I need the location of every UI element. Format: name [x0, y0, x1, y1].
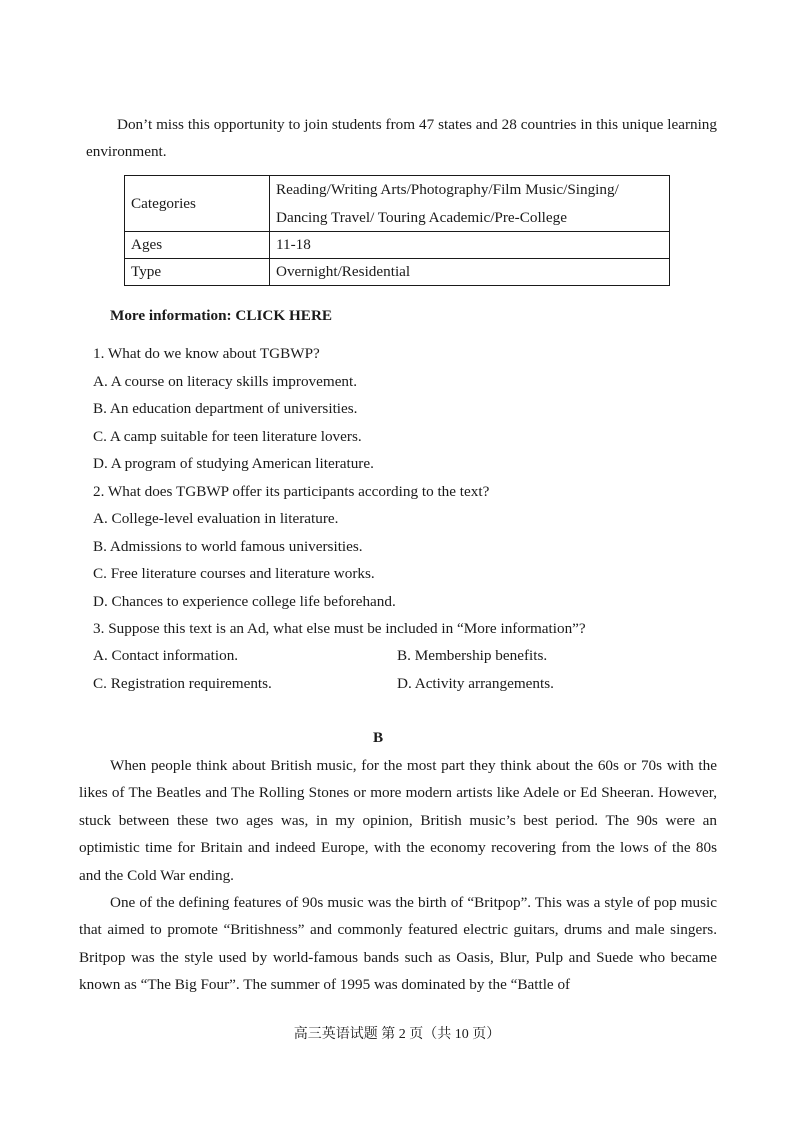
question-3-option-c: C. Registration requirements. [93, 675, 272, 692]
categories-line-1: Reading/Writing Arts/Photography/Film Music/Singing/ [276, 181, 619, 198]
section-b-heading: B [373, 729, 384, 746]
question-2-option-b: B. Admissions to world famous universities. [93, 538, 363, 555]
categories-line-2: Dancing Travel/ Touring Academic/Pre-College [276, 208, 567, 226]
section-b-paragraph-1: When people think about British music, for the most part they think about the 60s or 70s with the likes of The Beatles and The Rolling Stones or more modern artists like Adele or Ed Sheeran. However, stuck between these two ages was, in my opinion, British music’s best period. The 90s were an optimistic time for Britain and indeed Europe, with the economy recovering from the lows of the 80s and the Cold War ending. [79, 757, 717, 884]
section-b-paragraph-2: One of the defining features of 90s music was the birth of “Britpop”. This was a style of pop music that aimed to promote “Britishness” and commonly featured electric guitars, drums and male singers. Britpop was the style used by world-famous bands such as Oasis, Blur, Pulp and Suede who became known as “The Big Four”. The summer of 1995 was dominated by the “Battle of [79, 894, 717, 994]
table-row [125, 259, 670, 286]
table-value-cell [270, 176, 670, 232]
page-footer: 高三英语试题 第 2 页（共 10 页） [293, 1027, 501, 1042]
question-2-option-a: A. College-level evaluation in literature. [93, 510, 339, 527]
question-2: 2. What does TGBWP offer its participants according to the text? [93, 483, 490, 500]
question-2-option-c: C. Free literature courses and literature works. [93, 565, 375, 582]
question-1-option-b: B. An education department of universities. [93, 400, 358, 417]
question-2-option-d: D. Chances to experience college life beforehand. [93, 593, 396, 610]
program-info-table [124, 175, 670, 286]
question-1-option-a: A. A course on literacy skills improvement. [93, 373, 358, 390]
table-label-cell: Ages [125, 232, 270, 259]
question-3-option-a: A. Contact information. [93, 647, 239, 664]
question-3: 3. Suppose this text is an Ad, what else must be included in “More information”? [93, 620, 586, 637]
table-value-cell: Overnight/Residential [270, 259, 670, 286]
table-label-cell: Categories [125, 176, 270, 232]
question-1-option-d: D. A program of studying American literature. [93, 455, 374, 472]
question-3-option-b: B. Membership benefits. [397, 647, 548, 664]
table-row [125, 232, 670, 259]
table-row [125, 176, 670, 232]
question-3-option-d: D. Activity arrangements. [397, 675, 554, 692]
intro-paragraph: Don’t miss this opportunity to join students from 47 states and 28 countries in this unique learning environment. [86, 116, 717, 161]
question-1: 1. What do we know about TGBWP? [93, 345, 320, 362]
question-1-option-c: C. A camp suitable for teen literature lovers. [93, 428, 362, 445]
more-information-link[interactable]: More information: CLICK HERE [110, 307, 333, 324]
table-value-cell: 11-18 [270, 232, 670, 259]
table-label-cell: Type [125, 259, 270, 286]
